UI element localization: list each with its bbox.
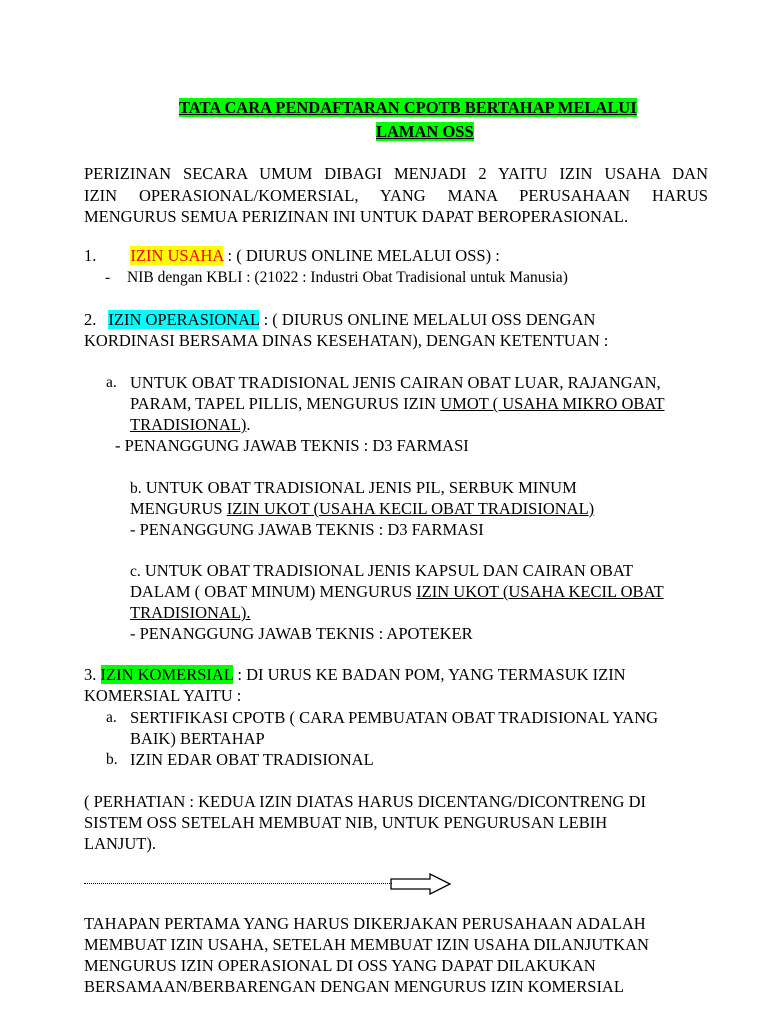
item-2a-pj: - PENANGGUNG JAWAB TEKNIS : D3 FARMASI (115, 436, 469, 455)
item-2c-underlined: TRADISIONAL). (130, 603, 251, 622)
note-line: LANJUT). (84, 834, 156, 853)
item-2c-line (130, 582, 664, 602)
closing-line: MEMBUAT IZIN USAHA, SETELAH MEMBUAT IZIN USAHA DILANJUTKAN (84, 935, 649, 954)
section-number: 3. (84, 665, 101, 684)
list-marker: b. (106, 751, 118, 768)
izin-operasional-label: IZIN OPERASIONAL (108, 310, 260, 329)
closing-line: MENGURUS IZIN OPERASIONAL DI OSS YANG DAPAT DILAKUKAN (84, 956, 596, 975)
title-highlight: LAMAN OSS (376, 122, 474, 141)
item-2c-pj: - PENANGGUNG JAWAB TEKNIS : APOTEKER (130, 624, 473, 643)
section-2-heading (84, 310, 595, 330)
izin-komersial-label: IZIN KOMERSIAL (100, 665, 234, 684)
item-2c-text: DALAM ( OBAT MINUM) MENGURUS (130, 582, 417, 601)
item-2a-underlined: TRADISIONAL) (130, 415, 247, 434)
item-2a-line (130, 394, 665, 414)
document-title-line-2 (376, 122, 474, 142)
item-2a-text: PARAM, TAPEL PILLIS, MENGURUS IZIN (130, 394, 441, 413)
section-number: 1. (84, 246, 97, 265)
item-2b-line (130, 478, 577, 499)
intro-line: IZIN OPERASIONAL/KOMERSIAL, YANG MANA PERUSAHAAN HARUS (84, 186, 708, 205)
section-1-bullet: - (105, 269, 111, 286)
list-marker: a. (106, 374, 117, 391)
section-1-heading (84, 246, 500, 266)
section-1-sub: NIB dengan KBLI : (21022 : Industri Obat Tradisional untuk Manusia) (127, 269, 568, 286)
item-3a-line: BAIK) BERTAHAP (130, 729, 265, 748)
list-marker: c. (130, 563, 141, 580)
intro-line: PERIZINAN SECARA UMUM DIBAGI MENJADI 2 YAITU IZIN USAHA DAN (84, 164, 708, 183)
izin-usaha-label: IZIN USAHA (130, 246, 224, 265)
note-line: SISTEM OSS SETELAH MEMBUAT NIB, UNTUK PENGURUSAN LEBIH (84, 813, 608, 832)
intro-line: MENGURUS SEMUA PERIZINAN INI UNTUK DAPAT BEROPERASIONAL. (84, 207, 629, 226)
item-2b-text: MENGURUS (130, 499, 227, 518)
item-2a-underlined: UMOT ( USAHA MIKRO OBAT (440, 394, 665, 413)
item-2b-line (130, 499, 594, 519)
closing-line: BERSAMAAN/BERBARENGAN DENGAN MENGURUS IZIN KOMERSIAL (84, 977, 624, 996)
item-3a-line: SERTIFIKASI CPOTB ( CARA PEMBUATAN OBAT TRADISIONAL YANG (130, 708, 659, 727)
section-3-rest: : DI URUS KE BADAN POM, YANG TERMASUK IZIN (233, 665, 626, 684)
section-2-line: KORDINASI BERSAMA DINAS KESEHATAN), DENGAN KETENTUAN : (84, 331, 609, 350)
section-number: 2. (84, 310, 97, 329)
list-marker: b. (130, 480, 142, 497)
list-marker: a. (106, 709, 117, 726)
note-line: ( PERHATIAN : KEDUA IZIN DIATAS HARUS DICENTANG/DICONTRENG DI (84, 792, 646, 811)
item-2a-text: . (246, 415, 251, 434)
document-title-line-1 (179, 98, 637, 118)
item-2c-line (130, 603, 251, 623)
section-2-rest: : ( DIURUS ONLINE MELALUI OSS DENGAN (259, 310, 596, 329)
item-2b-pj: - PENANGGUNG JAWAB TEKNIS : D3 FARMASI (130, 520, 484, 539)
item-2b-underlined: IZIN UKOT (USAHA KECIL OBAT TRADISIONAL) (226, 499, 595, 518)
title-highlight: TATA CARA PENDAFTARAN CPOTB BERTAHAP MELALUI (179, 98, 637, 117)
section-3-line: KOMERSIAL YAITU : (84, 686, 242, 705)
right-arrow-icon (390, 873, 452, 895)
section-1-rest: : ( DIURUS ONLINE MELALUI OSS) : (223, 246, 500, 265)
section-3-heading (84, 665, 626, 685)
closing-line: TAHAPAN PERTAMA YANG HARUS DIKERJAKAN PERUSAHAAN ADALAH (84, 914, 646, 933)
dotted-leader-line (84, 883, 392, 884)
item-2c-text: UNTUK OBAT TRADISIONAL JENIS KAPSUL DAN CAIRAN OBAT (140, 561, 634, 580)
item-2b-text: UNTUK OBAT TRADISIONAL JENIS PIL, SERBUK MINUM (141, 478, 577, 497)
item-2c-underlined: IZIN UKOT (USAHA KECIL OBAT (416, 582, 664, 601)
item-2a-line: UNTUK OBAT TRADISIONAL JENIS CAIRAN OBAT LUAR, RAJANGAN, (130, 373, 661, 392)
item-3b-line: IZIN EDAR OBAT TRADISIONAL (130, 750, 374, 769)
item-2a-line (130, 415, 251, 435)
item-2c-line (130, 561, 633, 582)
